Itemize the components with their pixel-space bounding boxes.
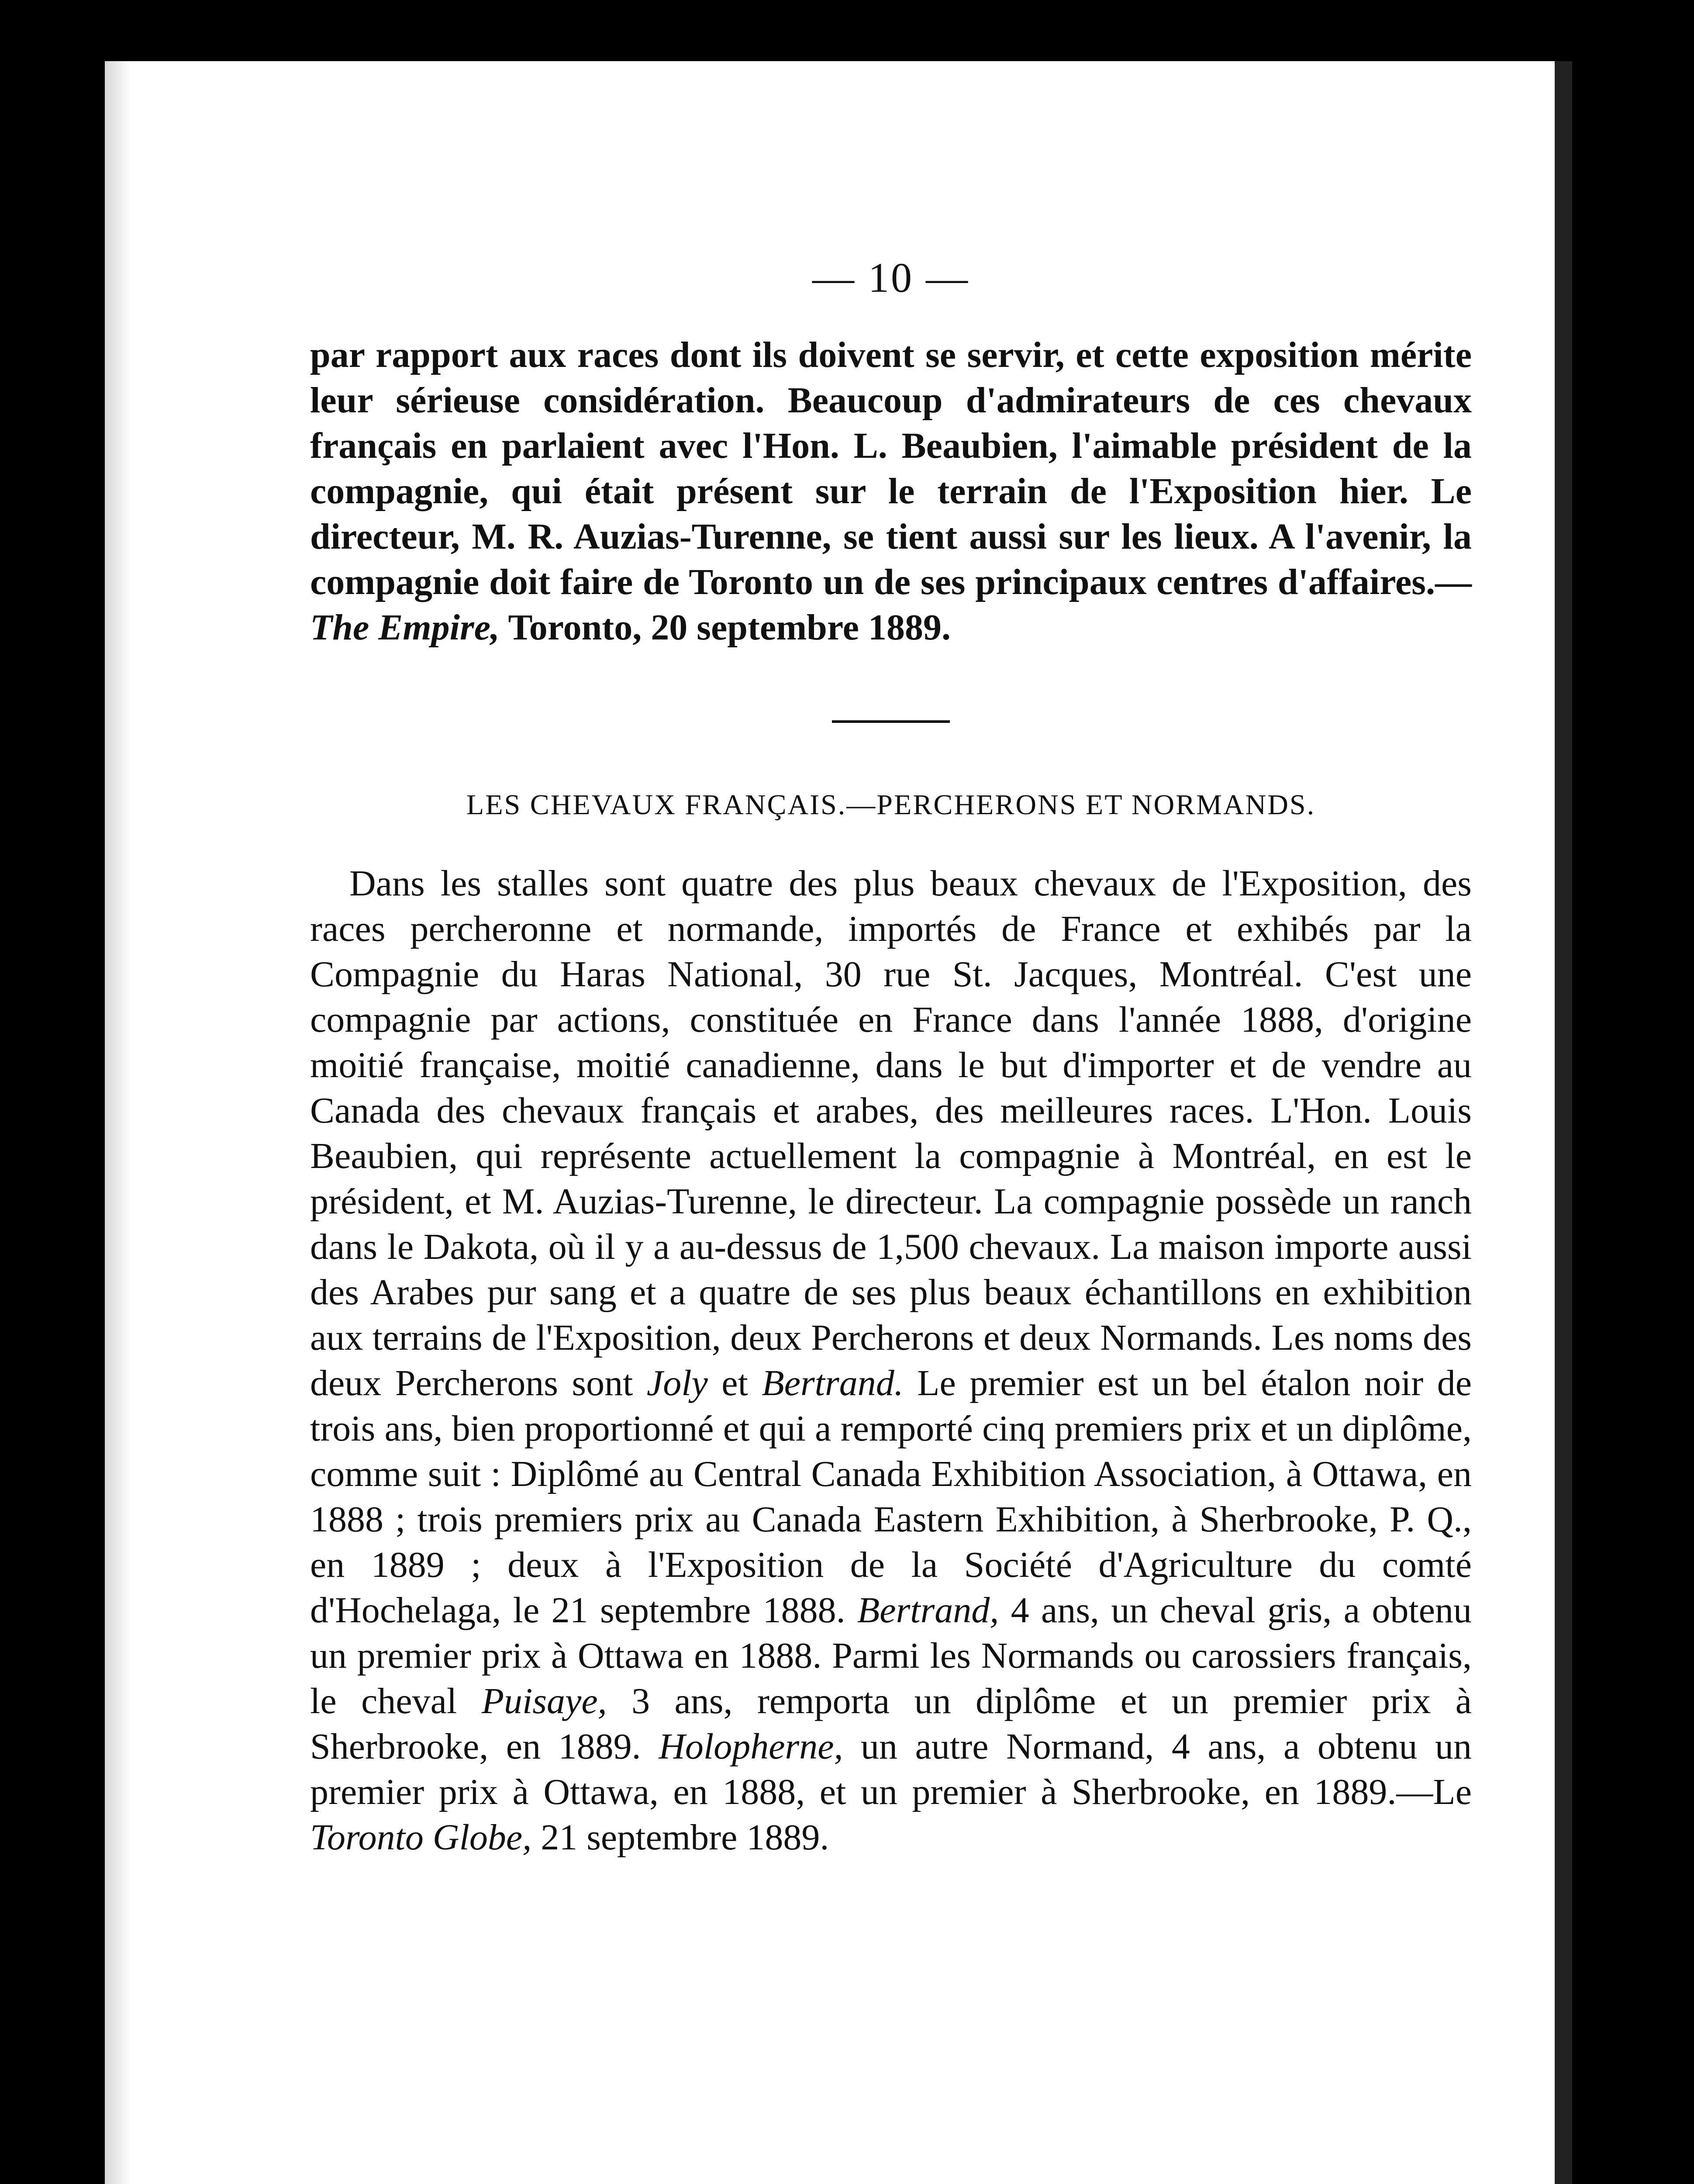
article-text-1: Dans les stalles sont quatre des plus beaux chevaux de l'Exposition, des races percheronne et normande, importés de France et exhibés par la Compagnie du Haras National, 30 rue St. Jacques, Montréal. C'est une compagnie par actions, constituée en France dans l'année 1888, d'origine moitié française, moitié canadienne, dans le but d'importer et de vendre au Canada des chevaux français et arabes, des meilleures races. L'Hon. Louis Beaubien, qui représente actuellement la compagnie à Montréal, en est le président, et M. Auzias-Turenne, le directeur. La compagnie possède un ranch dans le Dakota, où il y a au-dessus de 1,500 chevaux. La maison importe aussi des Arabes pur sang et a quatre de ses plus beaux échantillons en exhibition aux terrains de l'Exposition, deux Percherons et deux Normands. Les noms des deux Percherons sont (310, 863, 1472, 1403)
horse-name-joly: Joly (646, 1363, 708, 1403)
horse-name-puisaye: Puisaye, (481, 1681, 607, 1721)
paragraph-continuation-date: Toronto, 20 septembre 1889. (500, 607, 951, 648)
article-text-3: Le premier est un bel étalon noir de trois ans, bien proportionné et qui a remporté cinq premiers prix et un diplôme, comme suit : Diplômé au Central Canada Exhibition Association, à Ottawa, en 1888 ; trois premiers prix au Canada Eastern Exhibition, à Sherbrooke, P. Q., en 1889 ; deux à l'Exposition de la Société d'Agriculture du comté d'Hochelaga, le 21 septembre 1888. (310, 1363, 1472, 1631)
article-text-5: 3 ans, remporta un diplôme et un premier prix à Sherbrooke, en 1889. (310, 1681, 1472, 1767)
page-number: — 10 — (812, 254, 969, 301)
horse-name-bertrand-2: Bertrand, (857, 1590, 999, 1631)
horse-name-holopherne: Holopherne, (659, 1726, 843, 1767)
page-content (310, 253, 1472, 1860)
horse-name-bertrand: Bertrand. (762, 1363, 904, 1403)
paragraph-continuation (310, 332, 1472, 650)
section-title: LES CHEVAUX FRANÇAIS.—PERCHERONS ET NORMANDS. (466, 789, 1316, 821)
document-page (105, 61, 1572, 2184)
source-citation-empire: The Empire, (310, 607, 500, 648)
article-paragraph (310, 861, 1472, 1860)
scan-shadow-right (1555, 61, 1572, 2184)
section-divider (832, 720, 950, 723)
source-citation-globe: Toronto Globe, (310, 1817, 532, 1858)
article-text-7: 21 septembre 1889. (531, 1817, 829, 1858)
article-text-2: et (707, 1363, 762, 1403)
paragraph-continuation-text: par rapport aux races dont ils doivent se servir, et cette exposition mérite leur sérieuse considération. Beaucoup d'admirateurs de ces chevaux français en parlaient avec l'Hon. L. Beaubien, l'aimable président de la compagnie, qui était présent sur le terrain de l'Exposition hier. Le directeur, M. R. Auzias-Turenne, se tient aussi sur les lieux. A l'avenir, la compagnie doit faire de Toronto un de ses principaux centres d'affaires.— (310, 335, 1472, 602)
scan-shadow-left (105, 61, 131, 2184)
article-text-6: un autre Normand, 4 ans, a obtenu un premier prix à Ottawa, en 1888, et un premier à Sherbrooke, en 1889.—Le (310, 1726, 1472, 1812)
article-text-4: 4 ans, un cheval gris, a obtenu un premier prix à Ottawa en 1888. Parmi les Normands ou carossiers français, le cheval (310, 1590, 1472, 1721)
